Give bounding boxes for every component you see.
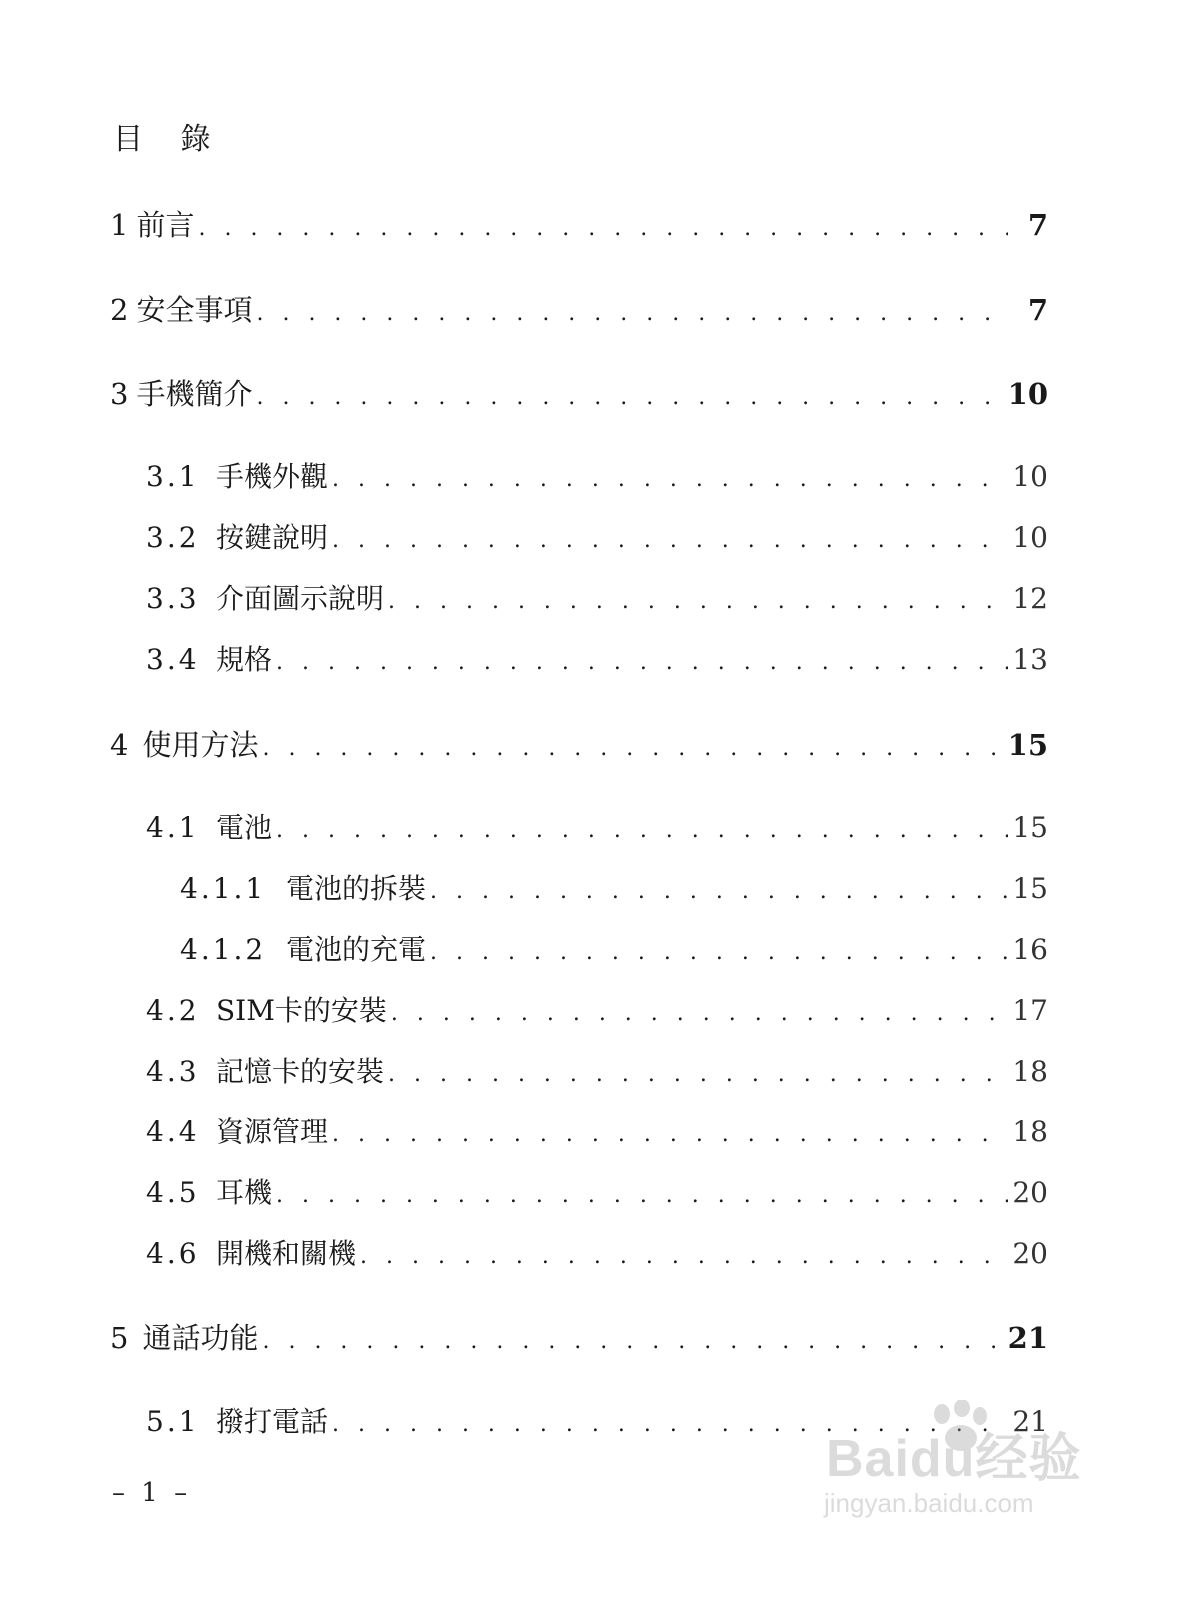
toc-entry-4[interactable] (110, 725, 1048, 765)
baidu-watermark (820, 1400, 1090, 1530)
toc-title: 電池的拆裝 (286, 872, 427, 905)
toc-page-number: 20 (1012, 1237, 1048, 1270)
toc-title: 通話功能 (142, 1321, 259, 1355)
toc-number: 4.6 (146, 1237, 200, 1270)
toc-number: 4.1.1 (180, 872, 267, 905)
watermark-url: jingyan.baidu.com (824, 1488, 1034, 1518)
dot-leader (276, 811, 1008, 851)
toc-page-number: 10 (1012, 521, 1048, 554)
toc-entry-2[interactable] (110, 290, 1048, 330)
toc-page-number: 17 (1012, 994, 1048, 1027)
toc-entry-4-3[interactable] (146, 1052, 1048, 1092)
toc-title: 手機簡介 (136, 377, 253, 411)
toc-number: 4.4 (146, 1115, 200, 1148)
toc-number: 3.1 (146, 460, 200, 493)
dot-leader (430, 872, 1008, 912)
dot-leader (256, 294, 1008, 334)
toc-entry-4-2[interactable] (146, 991, 1048, 1031)
toc-entry-4-6[interactable] (146, 1234, 1048, 1274)
toc-number: 5.1 (146, 1405, 200, 1438)
toc-title: 手機外觀 (216, 460, 329, 493)
toc-entry-5[interactable] (110, 1318, 1048, 1358)
dot-leader (360, 1237, 1008, 1277)
toc-entry-4-1-2[interactable] (180, 930, 1048, 970)
toc-number: 4.3 (146, 1055, 200, 1088)
dot-leader (332, 521, 1008, 561)
toc-page-number: 13 (1012, 643, 1048, 676)
toc-page-number: 18 (1012, 1115, 1048, 1148)
toc-entry-1[interactable] (110, 205, 1048, 245)
toc-page-number: 7 (1027, 208, 1048, 242)
toc-page-number: 16 (1012, 933, 1048, 966)
dot-leader (276, 1176, 1008, 1216)
toc-title: 記憶卡的安裝 (216, 1055, 385, 1088)
toc-title: SIM卡的安裝 (216, 994, 387, 1027)
toc-number: 4.5 (146, 1176, 200, 1209)
toc-title: 介面圖示說明 (216, 582, 385, 615)
dot-leader (262, 729, 1003, 769)
dot-leader (332, 1115, 1008, 1155)
dot-leader (256, 378, 1003, 418)
toc-number: 4.1 (146, 811, 200, 844)
toc-title: 使用方法 (142, 728, 259, 762)
toc-page-number: 10 (1012, 460, 1048, 493)
toc-heading: 目 錄 (113, 122, 225, 157)
toc-page-number: 12 (1012, 582, 1048, 615)
dot-leader (262, 1322, 1003, 1362)
dot-leader (276, 643, 1008, 683)
dot-leader (332, 460, 1008, 500)
toc-title: 按鍵說明 (216, 521, 329, 554)
toc-entry-4-1[interactable] (146, 808, 1048, 848)
dot-leader (388, 582, 1008, 622)
toc-page-number: 20 (1012, 1176, 1048, 1209)
toc-number: 3.4 (146, 643, 200, 676)
toc-page-number: 15 (1007, 728, 1048, 762)
toc-title: 撥打電話 (216, 1405, 329, 1438)
page-number-footer: – 1 – (112, 1478, 192, 1508)
dot-leader (388, 1055, 1008, 1095)
toc-title: 開機和關機 (216, 1237, 357, 1270)
toc-entry-4-5[interactable] (146, 1173, 1048, 1213)
toc-number: 4.1.2 (180, 933, 267, 966)
toc-number: 2 (110, 293, 129, 327)
toc-page-number: 7 (1027, 293, 1048, 327)
toc-entry-3-1[interactable] (146, 457, 1048, 497)
toc-entry-3-4[interactable] (146, 640, 1048, 680)
toc-entry-3-2[interactable] (146, 518, 1048, 558)
toc-page-number: 21 (1012, 1405, 1048, 1438)
dot-leader (430, 933, 1008, 973)
toc-page-number: 18 (1012, 1055, 1048, 1088)
dot-leader (198, 209, 1008, 249)
toc-title: 規格 (216, 643, 273, 676)
toc-title: 前言 (136, 208, 195, 242)
toc-page-number: 21 (1007, 1321, 1048, 1355)
toc-page-number: 10 (1007, 377, 1048, 411)
toc-entry-4-1-1[interactable] (180, 869, 1048, 909)
toc-number: 4.2 (146, 994, 200, 1027)
toc-number: 3.2 (146, 521, 200, 554)
toc-number: 3.3 (146, 582, 200, 615)
toc-page-number: 15 (1012, 811, 1048, 844)
toc-entry-3-3[interactable] (146, 579, 1048, 619)
toc-entry-4-4[interactable] (146, 1112, 1048, 1152)
toc-title: 電池 (216, 811, 273, 844)
toc-page-number: 15 (1012, 872, 1048, 905)
toc-title: 資源管理 (216, 1115, 329, 1148)
dot-leader (391, 994, 1008, 1034)
toc-title: 安全事項 (136, 293, 253, 327)
toc-title: 耳機 (216, 1176, 273, 1209)
toc-number: 4 (110, 728, 129, 762)
toc-number: 3 (110, 377, 129, 411)
toc-number: 5 (110, 1321, 129, 1355)
toc-title: 電池的充電 (286, 933, 427, 966)
toc-number: 1 (110, 208, 129, 242)
toc-entry-3[interactable] (110, 374, 1048, 414)
watermark-brand: Baidu经验 (826, 1430, 1082, 1488)
